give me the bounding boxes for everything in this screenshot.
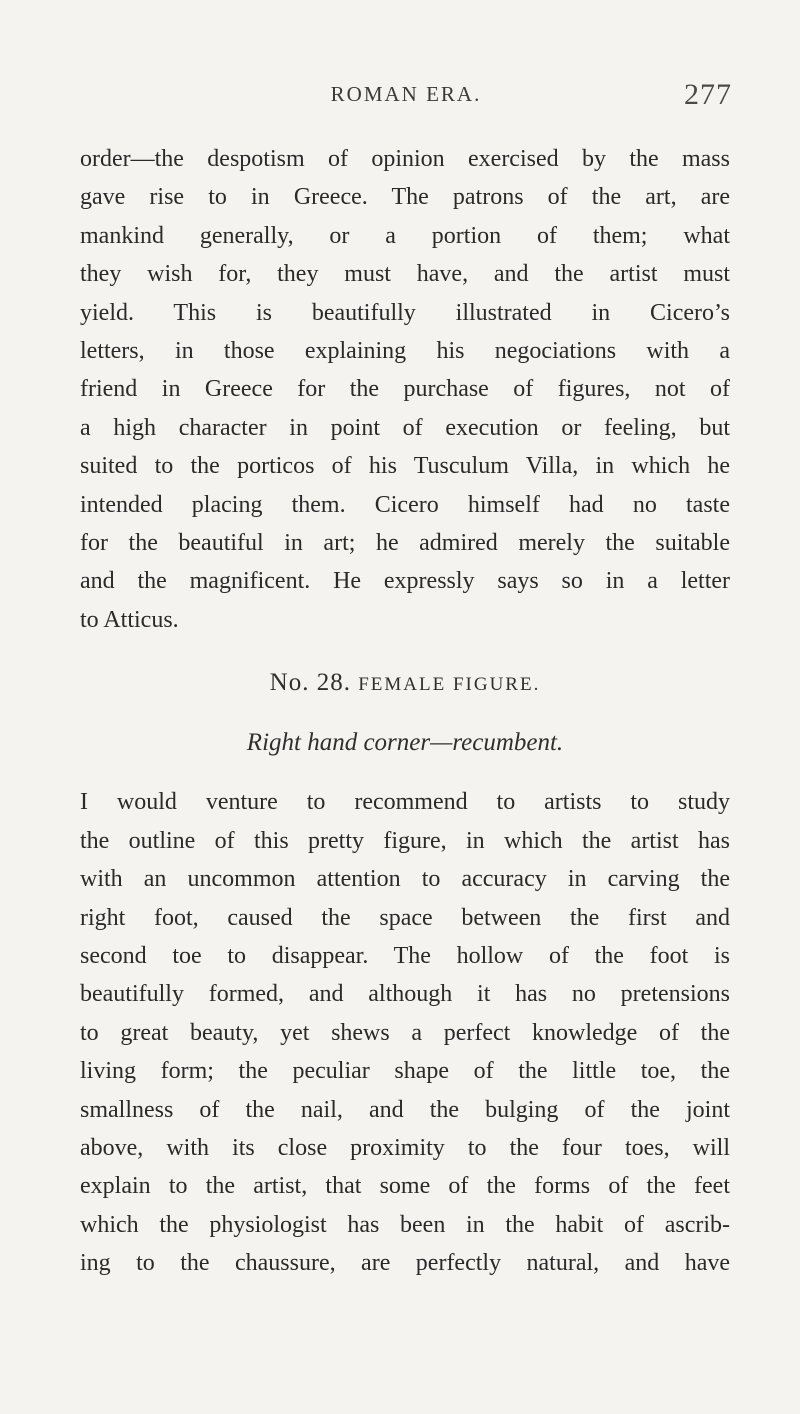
text-line: with an uncommon attention to accuracy in carving the — [80, 866, 730, 893]
text-line: I would venture to recommend to artists to study — [80, 789, 730, 816]
body-text — [80, 140, 730, 1283]
text-line: ing to the chaussure, are perfectly natural, and have — [80, 1250, 730, 1277]
text-line: which the physiologist has been in the habit of ascrib- — [80, 1211, 730, 1238]
text-line: order—the despotism of opinion exercised by the mass — [80, 146, 730, 172]
text-line: to Atticus. — [80, 606, 179, 633]
text-line: the outline of this pretty figure, in which the artist has — [80, 827, 730, 854]
text-line: living form; the peculiar shape of the little toe, the — [80, 1058, 730, 1085]
section-heading — [80, 669, 730, 697]
running-head — [80, 78, 732, 118]
page-number: 277 — [684, 78, 732, 111]
text-line: second toe to disappear. The hollow of the foot is — [80, 942, 730, 969]
text-line: friend in Greece for the purchase of figures, not of — [80, 376, 730, 403]
running-title: ROMAN ERA. — [330, 82, 482, 106]
text-line: a high character in point of execution or feeling, but — [80, 414, 730, 441]
text-line: yield. This is beautifully illustrated in Cicero’s — [80, 299, 730, 326]
text-line: beautifully formed, and although it has no pretensions — [80, 981, 730, 1008]
text-line: mankind generally, or a portion of them; what — [80, 222, 730, 249]
text-line: intended placing them. Cicero himself had no taste — [80, 491, 730, 518]
text-line: they wish for, they must have, and the artist must — [80, 261, 730, 288]
section-title: FEMALE FIGURE. — [358, 674, 541, 696]
text-line: letters, in those explaining his negociations with a — [80, 338, 730, 365]
text-line: to great beauty, yet shews a perfect knowledge of the — [80, 1019, 730, 1046]
text-line: smallness of the nail, and the bulging of the joint — [80, 1096, 730, 1123]
text-line: and the magnificent. He expressly says so in a letter — [80, 568, 730, 595]
section-number: No. 28. — [269, 669, 351, 697]
text-line: gave rise to in Greece. The patrons of the art, are — [80, 184, 730, 211]
text-line: explain to the artist, that some of the forms of the feet — [80, 1173, 730, 1200]
paragraph-1 — [80, 140, 730, 639]
text-line: for the beautiful in art; he admired merely the suitable — [80, 530, 730, 557]
text-line: suited to the porticos of his Tusculum Villa, in which he — [80, 453, 730, 480]
section-subheading: Right hand corner—recumbent. — [246, 729, 564, 757]
text-line: above, with its close proximity to the four toes, will — [80, 1134, 730, 1161]
paragraph-2 — [80, 783, 730, 1282]
text-line: right foot, caused the space between the first and — [80, 904, 730, 931]
